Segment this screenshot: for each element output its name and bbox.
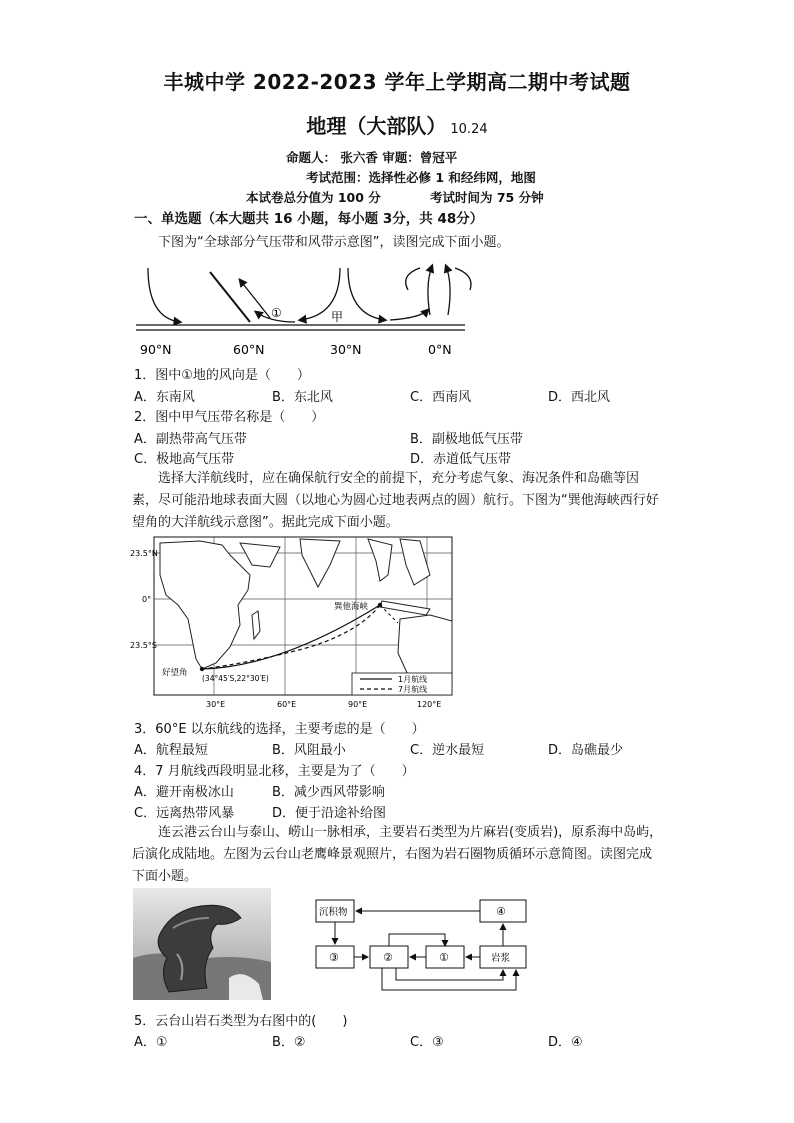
- label-box-4: ④: [496, 905, 506, 918]
- label-box-3: ③: [329, 951, 339, 964]
- cape-coordinate: (34°45′S,22°30′E): [202, 674, 269, 683]
- q4-option-a[interactable]: A．避开南极冰山: [134, 785, 234, 800]
- scope-line: 考试范围：选择性必修 1 和经纬网，地图: [306, 170, 536, 185]
- subtropical-descending-right: [348, 268, 385, 320]
- label-point-1: ①: [271, 306, 282, 320]
- lat-label-60: 60°N: [233, 342, 265, 357]
- q3-option-b[interactable]: B．风阻最小: [272, 743, 346, 758]
- q1-option-c[interactable]: C．西南风: [410, 390, 472, 405]
- trade-wind-arrow: [390, 310, 428, 320]
- exam-title: 丰城中学 2022-2023 学年上学期高二期中考试题: [163, 70, 631, 94]
- label-box-1: ①: [439, 951, 449, 964]
- lat-label-0: 0°N: [428, 342, 452, 357]
- upper-arc-right: [455, 268, 471, 290]
- lon-120e: 120°E: [417, 700, 442, 709]
- intro-paragraph-2: 选择大洋航线时，应在确保航行安全的前提下，充分考虑气象、海况条件和岛礁等因素，尽可能沿地球表面大圆（以地心为圆心过地表两点的圆）航行。下图为“巽他海峡西行好望角的大洋航线示意图”。据此完成下面小题。: [132, 471, 659, 530]
- lat-equator: 0°: [142, 595, 152, 604]
- q5-option-a[interactable]: A．①: [134, 1035, 168, 1050]
- question-3-stem: 3．60°E 以东航线的选择，主要考虑的是（ ）: [134, 722, 425, 737]
- subject-label: 地理（大部队）: [306, 114, 447, 138]
- q2-option-a[interactable]: A．副热带高气压带: [134, 432, 247, 447]
- q4-option-c[interactable]: C．远离热带风暴: [134, 806, 235, 821]
- ocean-route-map: [130, 535, 460, 715]
- label-box-2: ②: [383, 951, 393, 964]
- question-2-stem: 2．图中甲气压带名称是（ ）: [134, 410, 325, 425]
- q1-option-b[interactable]: B．东北风: [272, 390, 333, 405]
- question-5-stem: 5．云台山岩石类型为右图中的( ): [134, 1014, 348, 1029]
- q4-option-d[interactable]: D．便于沿途补给图: [272, 806, 387, 821]
- sunda-strait-label: 巽他海峡: [334, 602, 369, 612]
- lon-30e: 30°E: [206, 700, 226, 709]
- lat-label-30: 30°N: [330, 342, 362, 357]
- q4-option-b[interactable]: B．减少西风带影响: [272, 785, 385, 800]
- q3-option-c[interactable]: C．逆水最短: [410, 743, 485, 758]
- rock-cycle-diagram: [312, 894, 534, 998]
- lon-60e: 60°E: [277, 700, 297, 709]
- front-rising-arrow: [240, 280, 270, 318]
- pressure-belt-diagram: [130, 260, 475, 360]
- legend-january: 1月航线: [398, 675, 428, 684]
- q3-option-d[interactable]: D．岛礁最少: [548, 743, 624, 758]
- lat-label-90: 90°N: [140, 342, 172, 357]
- laoying-peak-photo: [133, 888, 271, 1000]
- cape-label: 好望角: [162, 668, 188, 678]
- q3-option-a[interactable]: A．航程最短: [134, 743, 208, 758]
- intro-paragraph-3: 连云港云台山与泰山、崂山一脉相承，主要岩石类型为片麻岩(变质岩)，原系海中岛屿，后演化成陆地。左图为云台山老鹰峰景观照片，右图为岩石圈物质循环示意简图。读图完成下面小题。: [132, 825, 663, 884]
- q5-option-b[interactable]: B．②: [272, 1035, 306, 1050]
- intro-paragraph-1: 下图为“全球部分气压带和风带示意图”，读图完成下面小题。: [158, 235, 510, 250]
- question-1-stem: 1．图中①地的风向是（ ）: [134, 368, 310, 383]
- section-heading: 一、单选题（本大题共 16 小题，每小题 3分，共 48分）: [134, 211, 484, 227]
- q2-option-d[interactable]: D．赤道低气压带: [410, 452, 512, 467]
- q2-option-c[interactable]: C．极地高气压带: [134, 452, 235, 467]
- equator-rising-left: [428, 266, 432, 315]
- label-sediment: 沉积物: [319, 907, 348, 918]
- polar-front-line: [210, 272, 250, 322]
- label-magma: 岩浆: [491, 953, 511, 964]
- q5-option-c[interactable]: C．③: [410, 1035, 444, 1050]
- q1-option-d[interactable]: D．西北风: [548, 390, 611, 405]
- q2-option-b[interactable]: B．副极地低气压带: [410, 432, 523, 447]
- question-4-stem: 4．7 月航线西段明显北移，主要是为了（ ）: [134, 764, 415, 779]
- equator-rising-right: [446, 266, 450, 315]
- lat-23n: 23.5°N: [130, 549, 158, 558]
- exam-time: 考试时间为 75 分钟: [430, 190, 544, 205]
- lat-23s: 23.5°S: [130, 641, 157, 650]
- exam-date: 10.24: [450, 122, 488, 137]
- total-score: 本试卷总分值为 100 分: [246, 190, 381, 205]
- author-line: 命题人： 张六香 审题：曾冠平: [286, 150, 458, 165]
- q1-option-a[interactable]: A．东南风: [134, 390, 195, 405]
- polar-descending-arrow: [148, 268, 180, 322]
- label-jia: 甲: [331, 310, 344, 324]
- lon-90e: 90°E: [348, 700, 368, 709]
- upper-arc-left: [406, 268, 420, 290]
- exam-subject: [0, 110, 794, 139]
- q5-option-d[interactable]: D．④: [548, 1035, 583, 1050]
- legend-july: 7月航线: [398, 685, 428, 694]
